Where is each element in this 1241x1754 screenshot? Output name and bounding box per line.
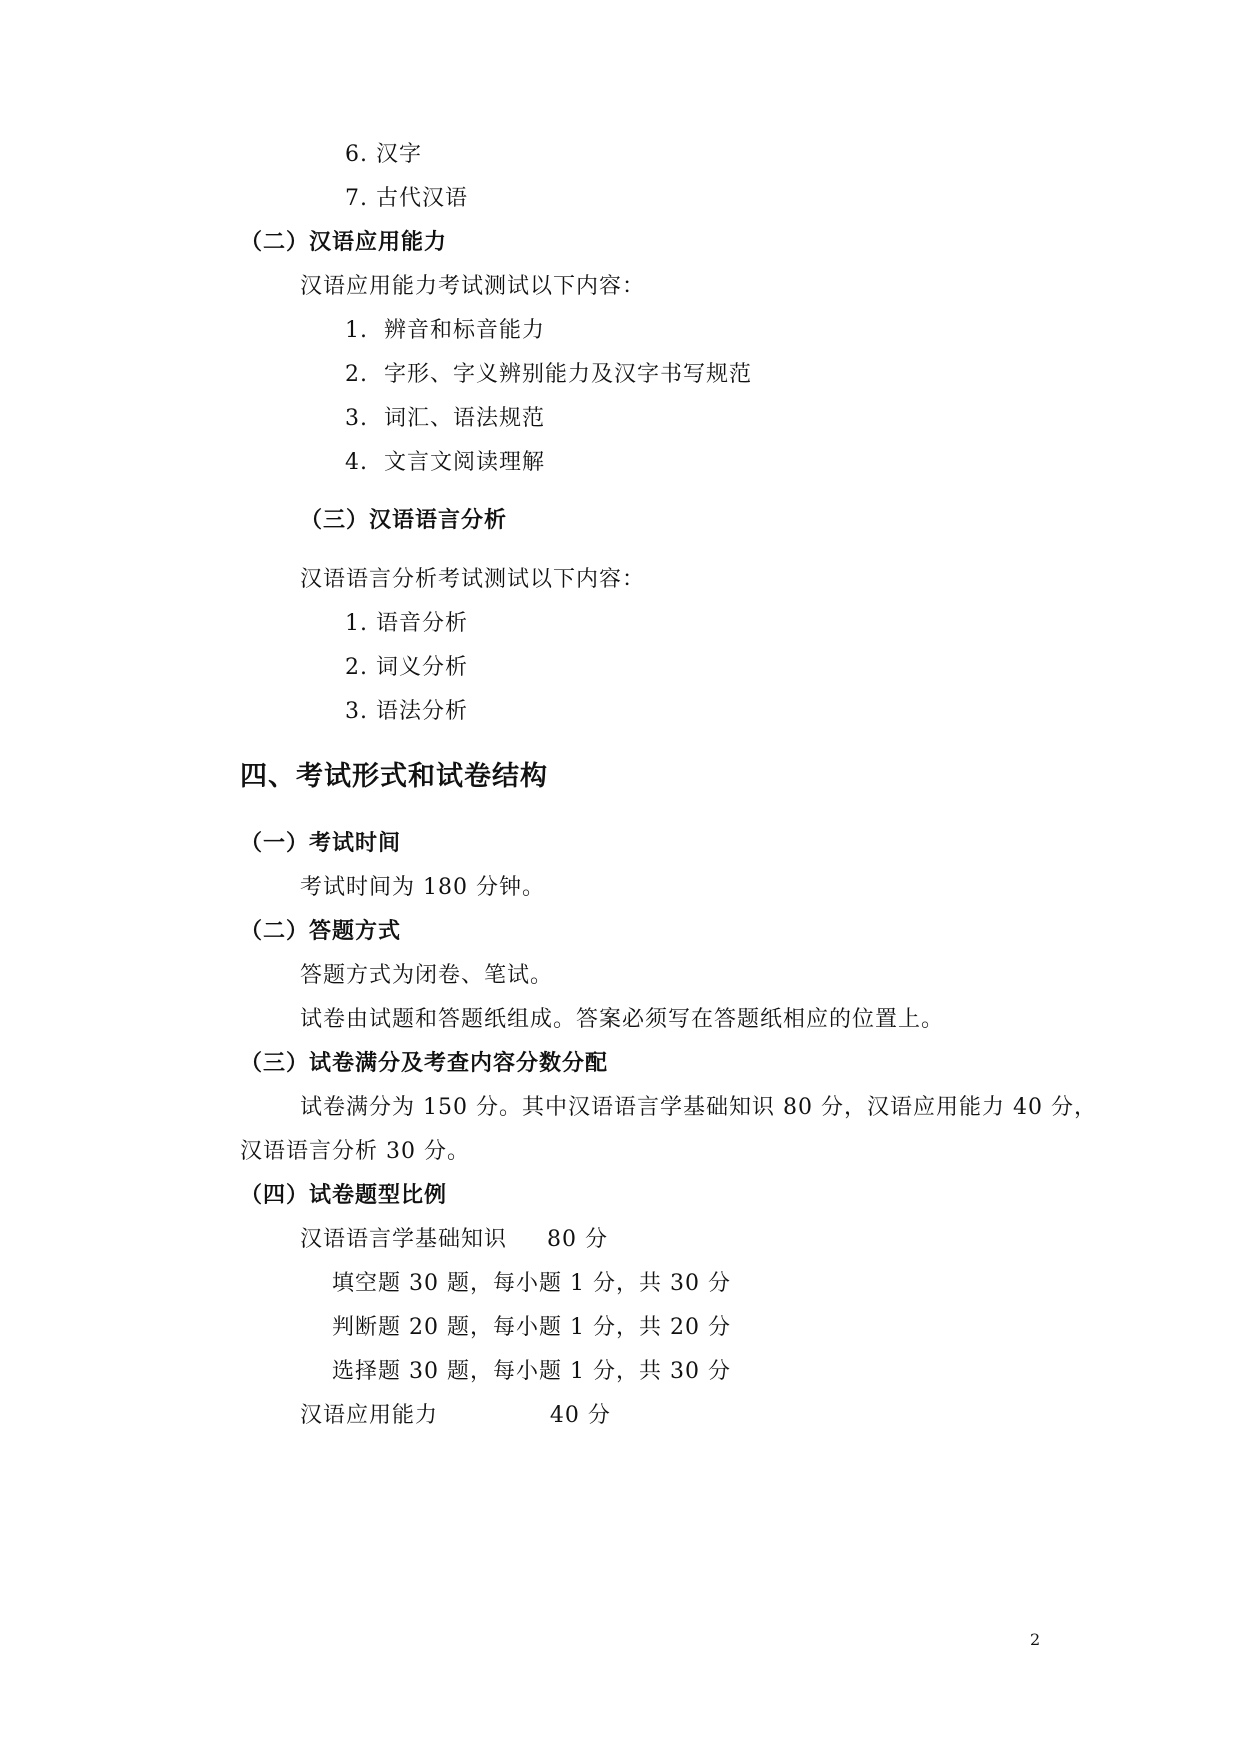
paragraph: 答题方式为闭卷、笔试。 — [300, 963, 554, 988]
paragraph: 汉语语言分析 30 分。 — [240, 1139, 470, 1164]
question-type-line: 填空题 30 题，每小题 1 分，共 30 分 — [332, 1271, 731, 1296]
paragraph: 汉语应用能力考试测试以下内容： — [300, 274, 646, 299]
list-item: 1. 辨音和标音能力 — [345, 318, 545, 343]
score-line: 汉语应用能力 40 分 — [300, 1403, 611, 1428]
list-item: 3. 语法分析 — [345, 699, 468, 724]
subsection-heading: （二）汉语应用能力 — [240, 230, 448, 255]
list-item: 2. 词义分析 — [345, 655, 468, 680]
list-item: 1. 语音分析 — [345, 611, 468, 636]
subsection-heading: （三）试卷满分及考查内容分数分配 — [240, 1051, 609, 1076]
subsection-heading: （一）考试时间 — [240, 831, 402, 856]
section-heading: 四、考试形式和试卷结构 — [240, 761, 548, 792]
question-type-line: 判断题 20 题，每小题 1 分，共 20 分 — [332, 1315, 731, 1340]
paragraph: 试卷由试题和答题纸组成。答案必须写在答题纸相应的位置上。 — [300, 1007, 945, 1032]
paragraph: 汉语语言分析考试测试以下内容： — [300, 567, 646, 592]
paragraph: 考试时间为 180 分钟。 — [300, 875, 545, 900]
list-item: 2. 字形、字义辨别能力及汉字书写规范 — [345, 362, 752, 387]
list-item: 6. 汉字 — [345, 142, 422, 167]
list-item: 3. 词汇、语法规范 — [345, 406, 545, 431]
score-line: 汉语语言学基础知识 80 分 — [300, 1227, 608, 1252]
subsection-heading: （三）汉语语言分析 — [300, 508, 508, 533]
subsection-heading: （二）答题方式 — [240, 919, 402, 944]
list-item: 4. 文言文阅读理解 — [345, 450, 545, 475]
page-number: 2 — [1030, 1630, 1041, 1649]
subsection-heading: （四）试卷题型比例 — [240, 1183, 448, 1208]
list-item: 7. 古代汉语 — [345, 186, 468, 211]
question-type-line: 选择题 30 题，每小题 1 分，共 30 分 — [332, 1359, 731, 1384]
paragraph: 试卷满分为 150 分。其中汉语语言学基础知识 80 分，汉语应用能力 40 分， — [300, 1095, 1097, 1120]
